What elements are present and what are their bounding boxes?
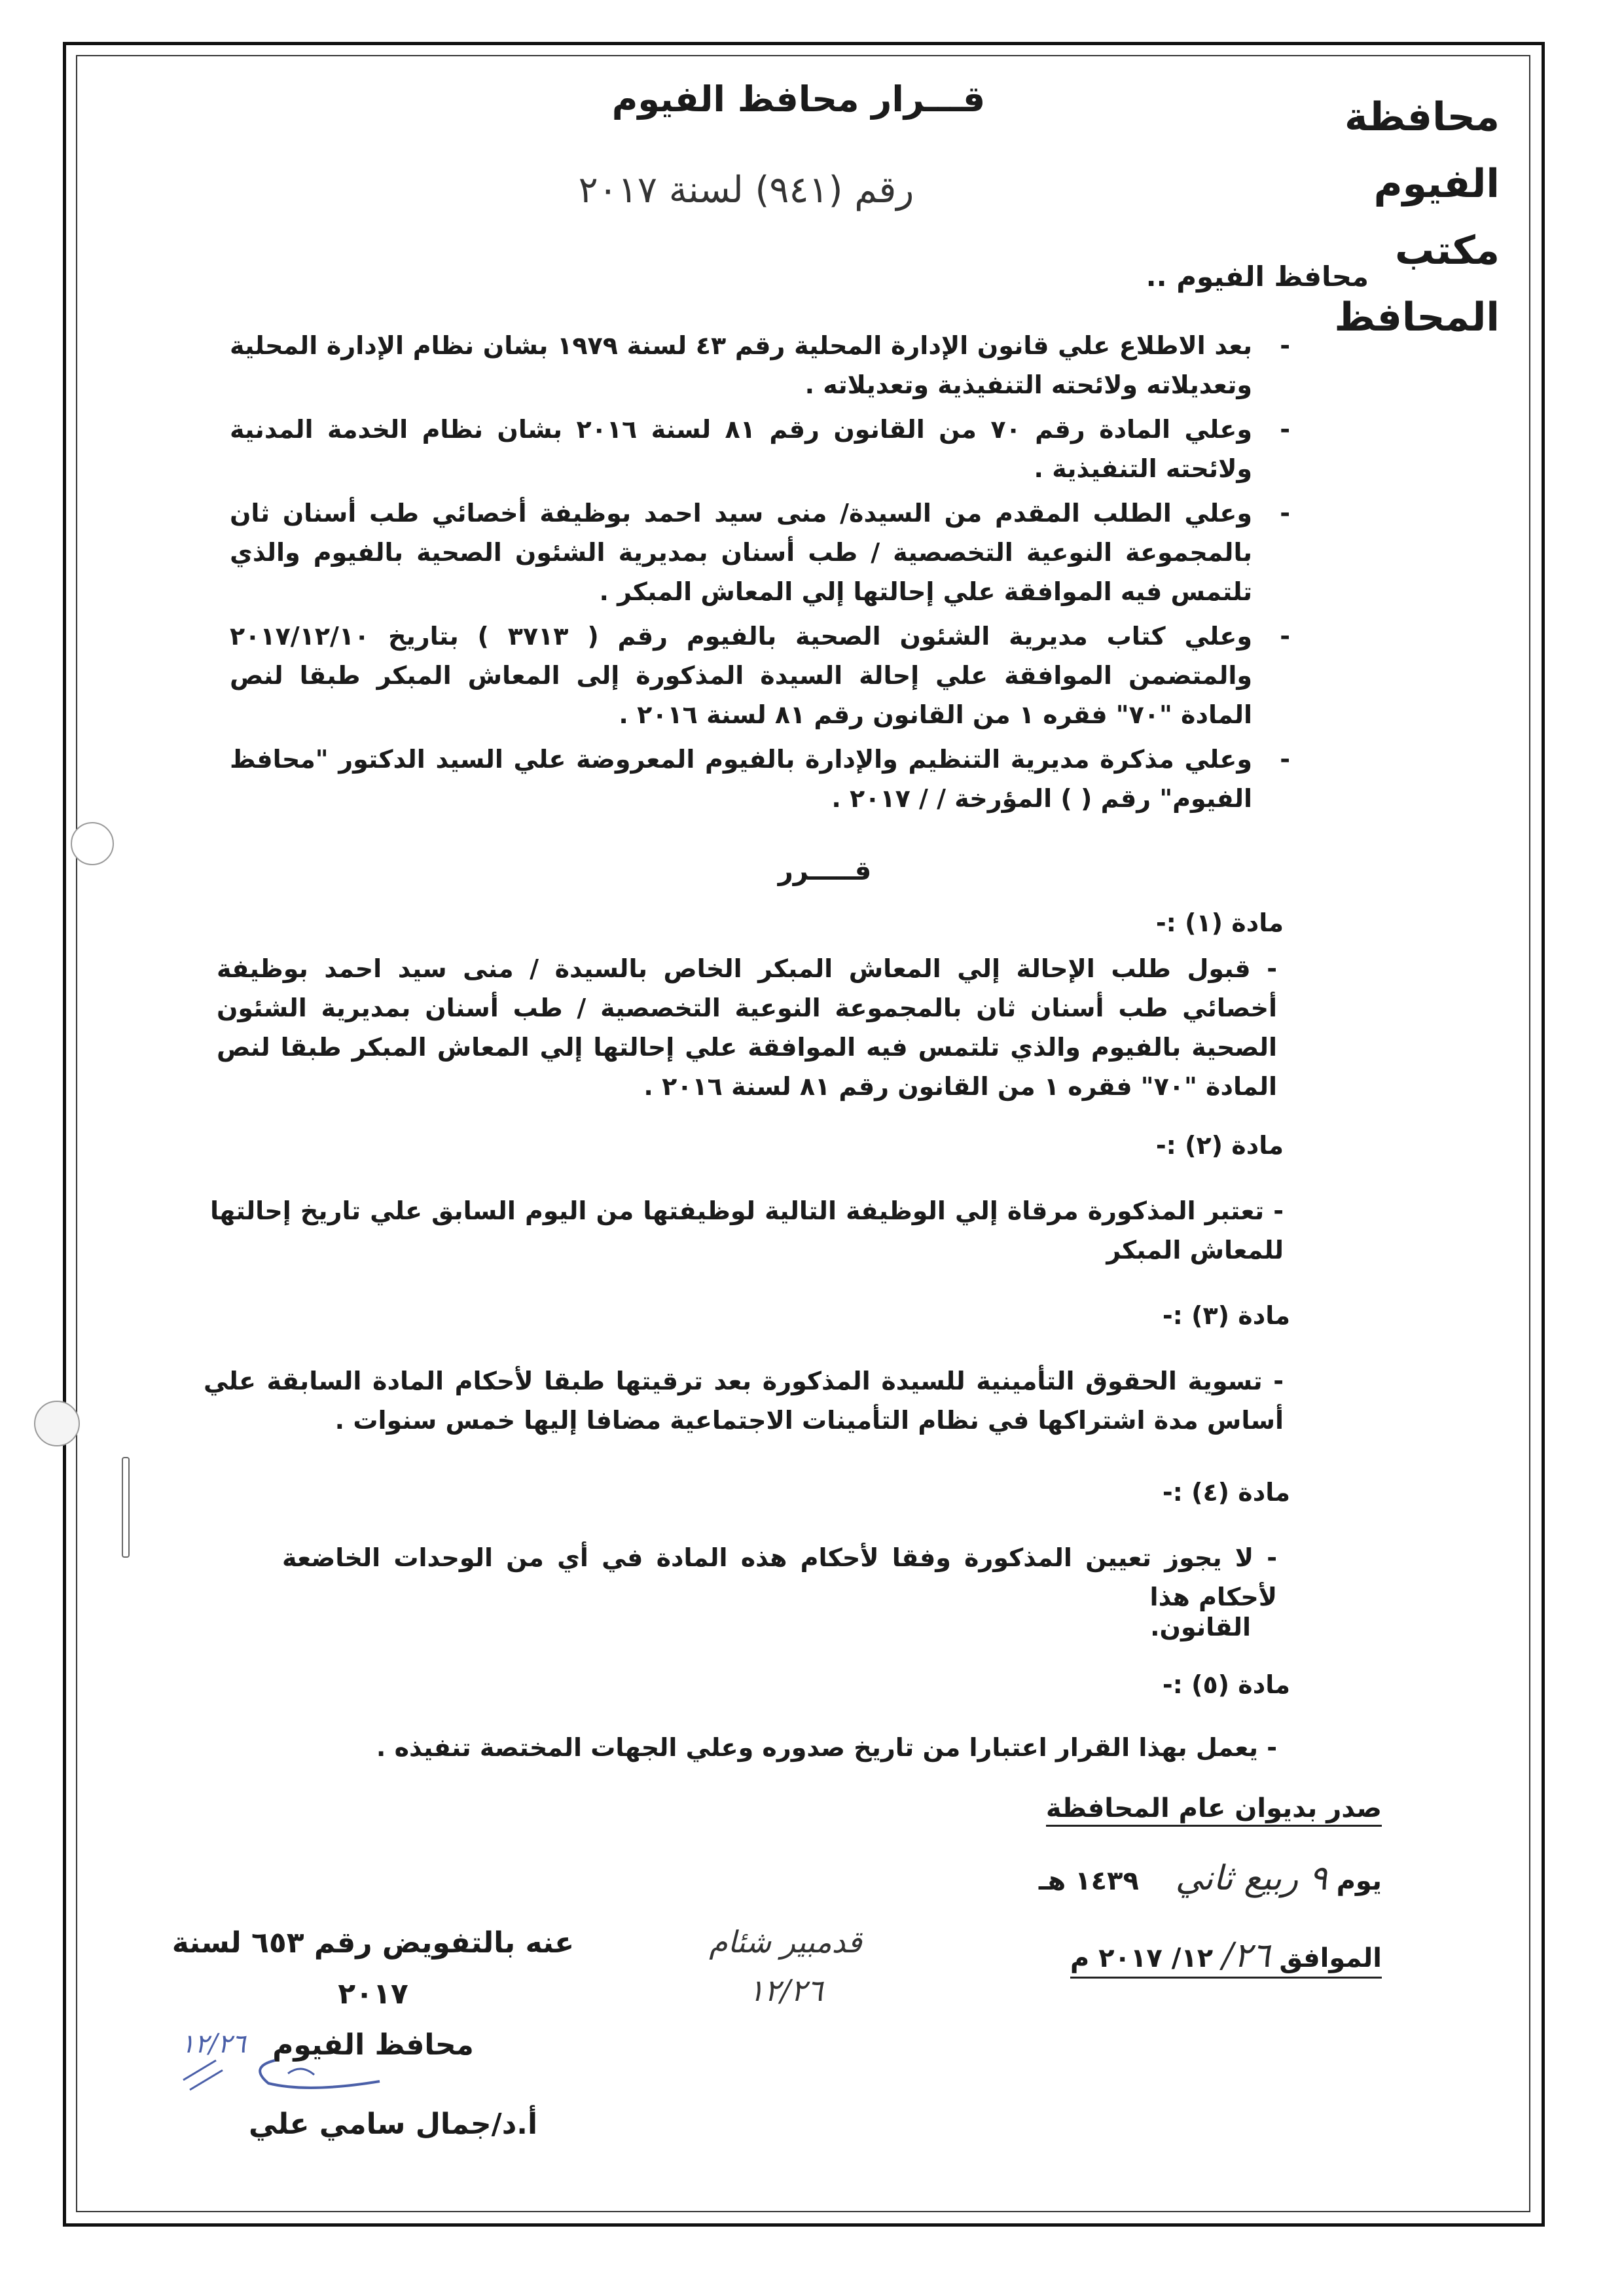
letterhead-office: مكتب المحافظ (1334, 228, 1500, 340)
governor-heading: محافظ الفيوم .. (1146, 260, 1369, 293)
greg-date: ١٢/ ٢٠١٧ م (1070, 1943, 1214, 1973)
preamble-item: - وعلي الطلب المقدم من السيدة/ منى سيد احمد بوظيفة أخصائي طب أسنان ثان بالمجموعة النوعية التخصصية / طب أسنان بمديرية الشئون الصحية بالفيوم والذي تلتمس فيه الموافقة علي إحالتها إلي المعاش المبكر . (230, 493, 1290, 611)
decision-title: قـــرار محافظ الفيوم (611, 79, 986, 120)
hijri-date (1039, 1859, 1382, 1898)
preamble-item: - وعلي مذكرة مديرية التنظيم والإدارة بالفيوم المعروضة علي السيد الدكتور "محافظ الفيوم" رقم ( ) المؤرخة / / ٢٠١٧ . (230, 740, 1290, 818)
hijri-year: ١٤٣٩ هـ (1038, 1866, 1139, 1896)
letterhead (1290, 84, 1500, 351)
preamble-item: - وعلي كتاب مديرية الشئون الصحية بالفيوم رقم ( ٣٧١٣ ) بتاريخ ٢٠١٧/١٢/١٠ والمتضمن الموافقة علي إحالة السيدة المذكورة إلى المعاش المبكر طبقا لنص المادة "٧٠" فقره ١ من القانون رقم ٨١ لسنة ٢٠١٦ . (230, 617, 1290, 734)
article-1-text: - قبول طلب الإحالة إلي المعاش المبكر الخاص بالسيدة / منى سيد احمد بوظيفة أخصائي طب أسنان ثان بالمجموعة النوعية التخصصية / طب أسنان بمديرية الشئون الصحية بالفيوم والذي تلتمس فيه الموافقة علي إحالتها إلي المعاش المبكر طبقا لنص المادة "٧٠" فقره ١ من القانون رقم ٨١ لسنة ٢٠١٦ . (217, 954, 1277, 1101)
delegation-title: محافظ الفيوم (272, 2028, 474, 2062)
gregorian-date (1070, 1936, 1382, 1979)
article-4-text-continued: القانون. (1150, 1613, 1251, 1641)
article-3-text: - تسوية الحقوق التأمينية للسيدة المذكورة بعد ترقيتها طبقا لأحكام المادة السابقة علي أساس مدة اشتراكها في نظام التأمينات الاجتماعية مضافا إليها خمس سنوات . (204, 1367, 1284, 1435)
article-5-text: - يعمل بهذا القرار اعتبارا من تاريخ صدوره وعلي الجهات المختصة تنفيذه . (376, 1733, 1277, 1762)
article-2-text: - تعتبر المذكورة مرقاة إلي الوظيفة التالية لوظيفتها من اليوم السابق علي تاريخ إحالتها للمعاش المبكر (210, 1196, 1284, 1265)
day-prefix: يوم (1336, 1866, 1382, 1896)
article-5-label: مادة (٥) :- (1162, 1670, 1290, 1699)
article-4-label: مادة (٤) :- (1162, 1478, 1290, 1507)
decision-number: رقم (٩٤١) لسنة ٢٠١٧ (578, 169, 914, 211)
staple-mark (122, 1457, 130, 1558)
article-4-text: - لا يجوز تعيين المذكورة وفقا لأحكام هذه المادة في أي من الوحدات الخاضعة لأحكام هذا (282, 1543, 1277, 1611)
handwritten-note-line2: ١٢/٢٦ (748, 1973, 823, 2008)
letterhead-governorate: محافظة الفيوم (1344, 94, 1500, 207)
preamble-item: - وعلي المادة رقم ٧٠ من القانون رقم ٨١ لسنة ٢٠١٦ بشان نظام الخدمة المدنية ولائحته التنفيذية . (230, 410, 1290, 488)
preamble-list (230, 326, 1290, 823)
article-1-label: مادة (١) :- (1155, 908, 1284, 937)
signatory-name: أ.د/جمال سامي علي (249, 2108, 538, 2141)
delegation-line: عنه بالتفويض رقم ٦٥٣ لسنة ٢٠١٧ (171, 1926, 575, 2011)
signature-date: ١٢/٢٦ (181, 2029, 246, 2059)
punch-hole-bottom (34, 1401, 80, 1446)
preamble-item: - بعد الاطلاع علي قانون الإدارة المحلية رقم ٤٣ لسنة ١٩٧٩ بشان نظام الإدارة المحلية وتعديلاته ولائحته التنفيذية وتعديلاته . (230, 326, 1290, 404)
handwritten-day: ٩ ربيع ثاني (1175, 1859, 1327, 1898)
greg-prefix: الموافق (1279, 1943, 1382, 1973)
handwritten-note (681, 1918, 890, 2015)
article-2-label: مادة (٢) :- (1155, 1131, 1284, 1160)
issued-at: صدر بديوان عام المحافظة (1046, 1793, 1382, 1827)
article-3-label: مادة (٣) :- (1162, 1301, 1290, 1330)
punch-hole-top (71, 822, 114, 865)
handwritten-greg-day: ٢٦/ (1222, 1936, 1271, 1975)
handwritten-note-line1: قدمبير شئام (709, 1924, 862, 1960)
decided-heading: قـــــرر (778, 856, 872, 886)
